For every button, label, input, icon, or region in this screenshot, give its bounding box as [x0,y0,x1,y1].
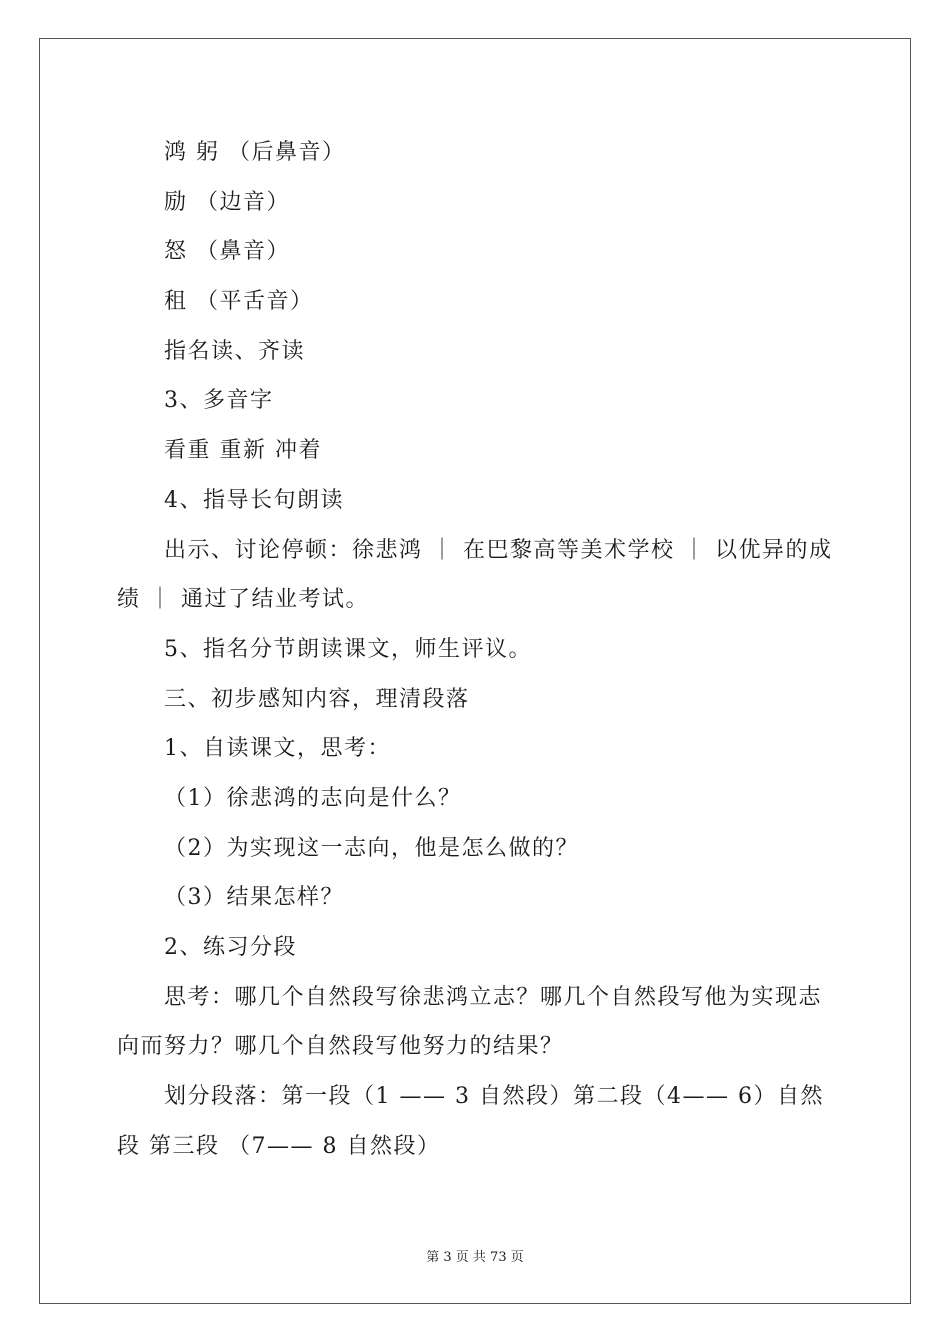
paragraph-row: 绩 ｜ 通过了结业考试。 [117,587,369,613]
paragraph-row: 划分段落：第一段（1 —— 3 自然段）第二段（4—— 6）自然 [164,1084,824,1110]
text-line: 3、多音字 [164,388,274,414]
text-line: 1、自读课文，思考： [164,736,391,762]
paragraph-row: 向而努力？哪几个自然段写他努力的结果？ [117,1034,564,1060]
paragraph-row: 出示、讨论停顿：徐悲鸿 ｜ 在巴黎高等美术学校 ｜ 以优异的成 [164,537,833,563]
paragraph-sections [117,1072,837,1171]
paragraph-row: 思考：哪几个自然段写徐悲鸿立志？哪几个自然段写他为实现志 [164,984,823,1010]
paragraph-pause-example [117,526,837,625]
text-line: 励 （边音） [164,189,290,215]
text-line: 指名读、齐读 [164,338,306,364]
paragraph-row: 段 第三段 （7—— 8 自然段） [117,1133,441,1159]
text-line: 5、指名分节朗读课文，师生评议。 [164,636,532,662]
paragraph-thinking [117,973,837,1072]
text-line: 租 （平舌音） [164,289,314,315]
text-line: （3）结果怎样？ [164,885,344,911]
text-line: 2、练习分段 [164,935,297,960]
page-number: 第 3 页 共 73 页 [426,1250,524,1265]
text-line: （2）为实现这一志向，他是怎么做的？ [164,835,579,861]
text-line: 看重 重新 冲着 [164,438,322,464]
text-line: （1）徐悲鸿的志向是什么？ [164,785,462,811]
text-line: 4、指导长句朗读 [164,487,344,513]
text-line: 鸿 躬 （后鼻音） [164,140,346,165]
text-line: 怒 （鼻音） [164,239,290,265]
document-body [117,128,837,1171]
text-line: 三、初步感知内容，理清段落 [164,686,470,712]
